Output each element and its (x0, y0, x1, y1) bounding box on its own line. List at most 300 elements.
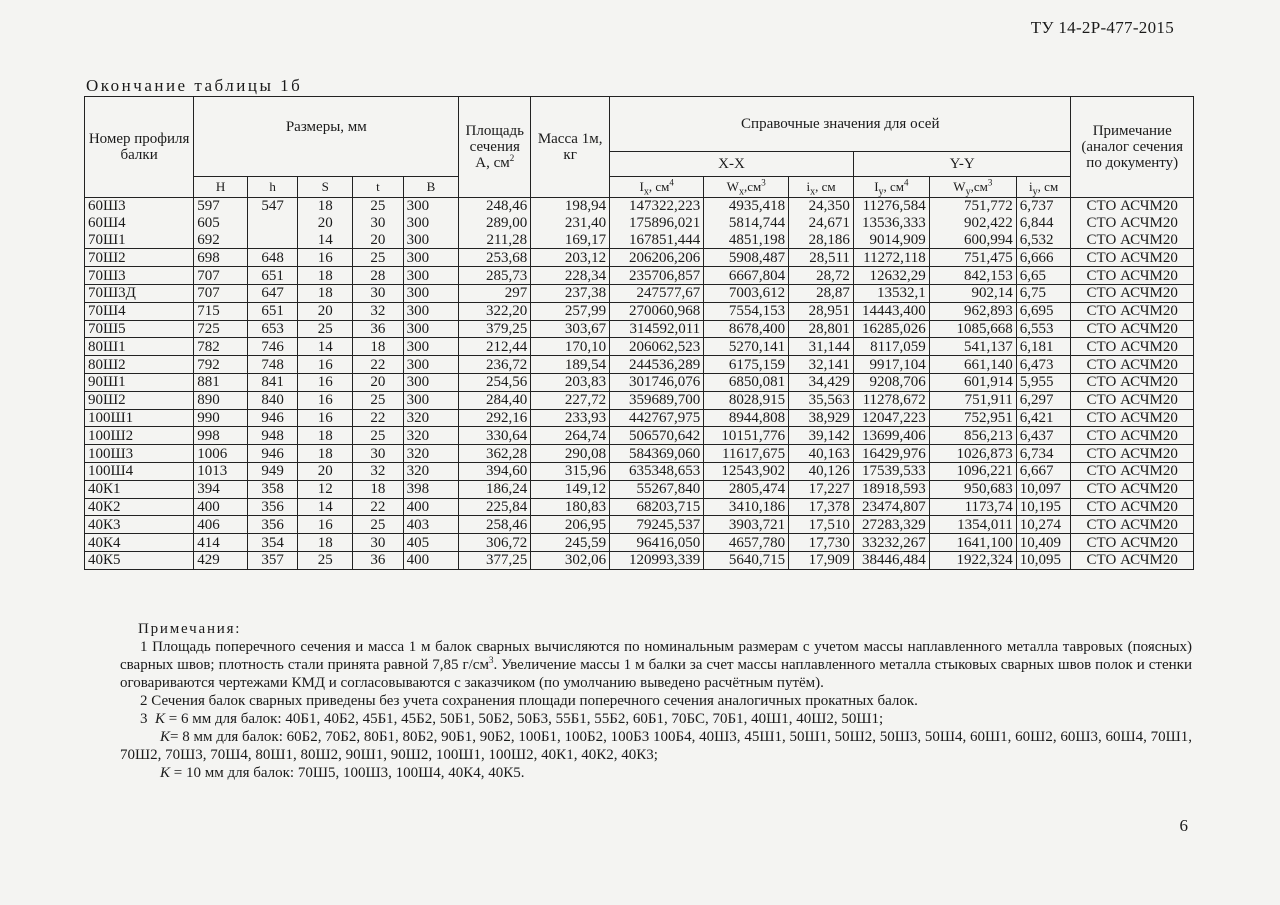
table-cell: 300 (403, 302, 459, 320)
table-cell: 6,695 (1016, 302, 1071, 320)
table-cell: СТО АСЧМ20 (1071, 267, 1194, 285)
table-cell: 237,38 (531, 284, 610, 302)
table-cell: 25 (353, 198, 404, 215)
table-cell: 314592,011 (610, 320, 704, 338)
table-cell: 22 (353, 498, 404, 516)
table-cell: 748 (247, 356, 298, 374)
table-cell: 394,60 (459, 462, 531, 480)
table-cell: 661,140 (929, 356, 1016, 374)
table-cell: 70Ш3 (85, 267, 194, 285)
table-cell: 8678,400 (704, 320, 789, 338)
table-cell: 247577,67 (610, 284, 704, 302)
table-cell: 6,181 (1016, 338, 1071, 356)
table-cell: 100Ш4 (85, 462, 194, 480)
table-cell: 284,40 (459, 391, 531, 409)
table-row (85, 284, 1194, 302)
table-cell: 100Ш3 (85, 445, 194, 463)
table-cell: 248,46 (459, 198, 531, 215)
table-cell: 11617,675 (704, 445, 789, 463)
table-cell: 147322,223 (610, 198, 704, 215)
table-cell: 4851,198 (704, 232, 789, 249)
table-cell: 6,734 (1016, 445, 1071, 463)
table-cell: 22 (353, 356, 404, 374)
table-cell: 24,671 (789, 215, 854, 232)
table-cell: 20 (353, 373, 404, 391)
table-cell: 30 (353, 445, 404, 463)
table-cell: 651 (247, 267, 298, 285)
note-3-k10: K = 10 мм для балок: 70Ш5, 100Ш3, 100Ш4, 40К4, 40К5. (160, 765, 525, 781)
table-cell: 14 (298, 338, 353, 356)
table-cell: 60Ш3 (85, 198, 194, 215)
table-cell: 3410,186 (704, 498, 789, 516)
table-cell: 28,511 (789, 249, 854, 267)
table-cell: 80Ш2 (85, 356, 194, 374)
table-caption: Окончание таблицы 1б (86, 76, 303, 95)
table-row (85, 427, 1194, 445)
table-cell: 12543,902 (704, 462, 789, 480)
table-cell: СТО АСЧМ20 (1071, 409, 1194, 427)
table-cell: 840 (247, 391, 298, 409)
table-cell: 400 (403, 551, 459, 569)
table-cell: 13536,333 (853, 215, 929, 232)
table-cell: 10,095 (1016, 551, 1071, 569)
table-cell: 306,72 (459, 534, 531, 552)
note-2: 2 Сечения балок сварных приведены без учета сохранения площади поперечного сечения аналогичных прокатных балок. (140, 693, 918, 709)
table-row (85, 232, 1194, 249)
table-cell: 17,227 (789, 480, 854, 498)
table-cell: 300 (403, 198, 459, 215)
table-cell: 100Ш2 (85, 427, 194, 445)
table-cell: СТО АСЧМ20 (1071, 498, 1194, 516)
table-cell: 320 (403, 427, 459, 445)
table-row (85, 215, 1194, 232)
col-h: h (247, 177, 298, 198)
table-cell: 653 (247, 320, 298, 338)
table-cell: 227,72 (531, 391, 610, 409)
col-iy: $i_y$, см (1016, 177, 1071, 198)
table-cell: 647 (247, 284, 298, 302)
table-row (85, 551, 1194, 569)
table-cell: СТО АСЧМ20 (1071, 480, 1194, 498)
table-cell: 30 (353, 215, 404, 232)
table-cell: 1006 (194, 445, 248, 463)
beam-spec-table (84, 96, 1194, 570)
table-cell: 300 (403, 215, 459, 232)
table-cell: 244536,289 (610, 356, 704, 374)
table-cell: 16 (298, 249, 353, 267)
table-cell: 6667,804 (704, 267, 789, 285)
table-cell: 707 (194, 284, 248, 302)
table-cell: 25 (353, 516, 404, 534)
table-cell: 16 (298, 409, 353, 427)
table-cell: 211,28 (459, 232, 531, 249)
col-ix: $i_x$, см (789, 177, 854, 198)
table-cell: 948 (247, 427, 298, 445)
table-cell: 2805,474 (704, 480, 789, 498)
table-cell: СТО АСЧМ20 (1071, 249, 1194, 267)
table-cell: СТО АСЧМ20 (1071, 302, 1194, 320)
table-cell: 28,72 (789, 267, 854, 285)
table-cell: 206062,523 (610, 338, 704, 356)
table-cell: 68203,715 (610, 498, 704, 516)
table-cell: 9208,706 (853, 373, 929, 391)
table-cell: 25 (298, 320, 353, 338)
table-cell: 403 (403, 516, 459, 534)
table-cell: 16 (298, 373, 353, 391)
table-cell: 40,126 (789, 462, 854, 480)
table-row (85, 267, 1194, 285)
table-cell: 6,532 (1016, 232, 1071, 249)
table-cell: 17,378 (789, 498, 854, 516)
table-cell: 584369,060 (610, 445, 704, 463)
table-cell: 946 (247, 445, 298, 463)
table-cell: 725 (194, 320, 248, 338)
table-cell: 792 (194, 356, 248, 374)
table-cell: 79245,537 (610, 516, 704, 534)
table-cell: 13532,1 (853, 284, 929, 302)
table-cell: 1096,221 (929, 462, 1016, 480)
table-cell: 12632,29 (853, 267, 929, 285)
table-cell: СТО АСЧМ20 (1071, 427, 1194, 445)
table-cell: 6,667 (1016, 462, 1071, 480)
table-cell: 40К4 (85, 534, 194, 552)
table-cell: 358 (247, 480, 298, 498)
table-cell: 70Ш1 (85, 232, 194, 249)
table-cell: 14443,400 (853, 302, 929, 320)
table-cell: 5640,715 (704, 551, 789, 569)
table-cell: 10,195 (1016, 498, 1071, 516)
table-cell: СТО АСЧМ20 (1071, 284, 1194, 302)
table-cell: 20 (298, 302, 353, 320)
table-row (85, 534, 1194, 552)
table-cell: 301746,076 (610, 373, 704, 391)
table-cell: 30 (353, 534, 404, 552)
col-Wx: $W_x,см^3$ (704, 177, 789, 198)
table-cell: 841 (247, 373, 298, 391)
table-cell: 881 (194, 373, 248, 391)
table-cell: 600,994 (929, 232, 1016, 249)
table-cell: 257,99 (531, 302, 610, 320)
table-cell: 24,350 (789, 198, 854, 215)
table-cell: СТО АСЧМ20 (1071, 516, 1194, 534)
table-cell: 6,297 (1016, 391, 1071, 409)
note-3-k6: 3 K = 6 мм для балок: 40Б1, 40Б2, 45Б1, 45Б2, 50Б1, 50Б2, 50Б3, 55Б1, 55Б2, 60Б1, 70БС, 70Б1, 40Ш1, 40Ш2, 50Ш1; (140, 711, 884, 727)
table-cell: 950,683 (929, 480, 1016, 498)
table-cell: 39,142 (789, 427, 854, 445)
table-cell: 23474,807 (853, 498, 929, 516)
table-cell: 35,563 (789, 391, 854, 409)
table-cell: 1173,74 (929, 498, 1016, 516)
table-cell: 8117,059 (853, 338, 929, 356)
table-cell: СТО АСЧМ20 (1071, 373, 1194, 391)
table-cell: СТО АСЧМ20 (1071, 391, 1194, 409)
table-cell: 18 (298, 534, 353, 552)
table-cell: 354 (247, 534, 298, 552)
table-cell: 842,153 (929, 267, 1016, 285)
table-cell: 990 (194, 409, 248, 427)
table-cell: 18 (298, 427, 353, 445)
table-cell: 33232,267 (853, 534, 929, 552)
table-cell: 38,929 (789, 409, 854, 427)
table-cell: 27283,329 (853, 516, 929, 534)
table-cell: 7003,612 (704, 284, 789, 302)
table-cell: 228,34 (531, 267, 610, 285)
table-cell: 5270,141 (704, 338, 789, 356)
table-cell: 400 (403, 498, 459, 516)
table-cell: 300 (403, 284, 459, 302)
table-cell: 949 (247, 462, 298, 480)
table-cell: 547 (247, 198, 298, 215)
table-cell: 17,510 (789, 516, 854, 534)
table-cell: 16 (298, 356, 353, 374)
table-cell: 320 (403, 462, 459, 480)
table-cell: 6,65 (1016, 267, 1071, 285)
table-cell: 212,44 (459, 338, 531, 356)
table-row (85, 462, 1194, 480)
table-body (85, 198, 1194, 570)
table-cell: 6,666 (1016, 249, 1071, 267)
table-cell: 315,96 (531, 462, 610, 480)
table-cell: 856,213 (929, 427, 1016, 445)
table-cell: 270060,968 (610, 302, 704, 320)
table-cell (247, 215, 298, 232)
table-cell: СТО АСЧМ20 (1071, 445, 1194, 463)
table-cell: 253,68 (459, 249, 531, 267)
table-cell: 18 (298, 445, 353, 463)
note-1: 1 Площадь поперечного сечения и масса 1 м балок сварных вычисляются по номинальным размерам с учетом массы наплавленного металла тавровых (поясных) сварных швов; плотность стали принята равной 7,85 $г/см^3$. Увеличение массы 1 м балки за счет массы наплавленного металла стыковых сварных швов полок и стенки оговариваются чертежами КМД и согласовываются с заказчиком (по умолчанию выведено расчётным путём). (120, 639, 1192, 691)
table-cell: 429 (194, 551, 248, 569)
table-cell: 25 (353, 427, 404, 445)
table-cell: 245,59 (531, 534, 610, 552)
col-Iy: $I_y$, $см^4$ (853, 177, 929, 198)
table-cell: 707 (194, 267, 248, 285)
table-cell: СТО АСЧМ20 (1071, 320, 1194, 338)
table-cell: 254,56 (459, 373, 531, 391)
table-cell: 782 (194, 338, 248, 356)
table-row (85, 320, 1194, 338)
table-cell: 10,409 (1016, 534, 1071, 552)
table-cell: 3903,721 (704, 516, 789, 534)
col-t: t (353, 177, 404, 198)
table-cell: 203,12 (531, 249, 610, 267)
table-cell: 320 (403, 409, 459, 427)
table-cell: СТО АСЧМ20 (1071, 215, 1194, 232)
table-cell: 356 (247, 516, 298, 534)
table-cell: 18 (298, 267, 353, 285)
table-cell: 28,801 (789, 320, 854, 338)
table-cell: 651 (247, 302, 298, 320)
table-cell: 506570,642 (610, 427, 704, 445)
table-cell: 1354,011 (929, 516, 1016, 534)
table-cell: 170,10 (531, 338, 610, 356)
table-cell: 203,83 (531, 373, 610, 391)
table-cell: 60Ш4 (85, 215, 194, 232)
table-cell: 186,24 (459, 480, 531, 498)
table-cell: 206,95 (531, 516, 610, 534)
table-cell: 601,914 (929, 373, 1016, 391)
table-row (85, 391, 1194, 409)
axis-y-header: Y-Y (853, 152, 1071, 177)
table-cell: 751,911 (929, 391, 1016, 409)
table-cell: 169,17 (531, 232, 610, 249)
area-unit-sup: 2 (509, 153, 515, 163)
table-cell: 285,73 (459, 267, 531, 285)
table-header (85, 97, 1194, 198)
col-area (459, 97, 531, 198)
table-cell: 6,75 (1016, 284, 1071, 302)
table-cell: 4935,418 (704, 198, 789, 215)
table-cell: 264,74 (531, 427, 610, 445)
table-cell: 394 (194, 480, 248, 498)
table-cell: 6850,081 (704, 373, 789, 391)
table-cell: 357 (247, 551, 298, 569)
table-cell: 9014,909 (853, 232, 929, 249)
col-reference: Справочные значения для осей (610, 97, 1071, 152)
table-cell: 405 (403, 534, 459, 552)
table-cell: 28,951 (789, 302, 854, 320)
table-cell: 40К5 (85, 551, 194, 569)
table-cell: 300 (403, 232, 459, 249)
table-cell: 902,14 (929, 284, 1016, 302)
table-row (85, 198, 1194, 215)
table-row (85, 249, 1194, 267)
area-label: Площадь сечения (465, 123, 525, 155)
table-cell: 4657,780 (704, 534, 789, 552)
table-cell: 31,144 (789, 338, 854, 356)
table-cell: 120993,339 (610, 551, 704, 569)
table-cell: 70Ш4 (85, 302, 194, 320)
table-cell: 752,951 (929, 409, 1016, 427)
table-cell: 16429,976 (853, 445, 929, 463)
table-cell: 6175,159 (704, 356, 789, 374)
table-cell: 11276,584 (853, 198, 929, 215)
table-cell: 751,772 (929, 198, 1016, 215)
table-cell: 10151,776 (704, 427, 789, 445)
table-cell: 30 (353, 284, 404, 302)
table-cell: 300 (403, 391, 459, 409)
table-cell: 36 (353, 551, 404, 569)
table-cell: 300 (403, 249, 459, 267)
table-cell: 300 (403, 373, 459, 391)
table-cell: 231,40 (531, 215, 610, 232)
table-cell: 1026,873 (929, 445, 1016, 463)
col-S: S (298, 177, 353, 198)
table-cell: 6,553 (1016, 320, 1071, 338)
table-cell: 292,16 (459, 409, 531, 427)
table-cell: 1641,100 (929, 534, 1016, 552)
table-cell: 300 (403, 338, 459, 356)
table-cell: 40К2 (85, 498, 194, 516)
table-cell: 698 (194, 249, 248, 267)
table-cell: 5814,744 (704, 215, 789, 232)
table-cell: 7554,153 (704, 302, 789, 320)
col-profile: Номер профиля балки (85, 97, 194, 198)
table-cell: 189,54 (531, 356, 610, 374)
table-cell: 32 (353, 302, 404, 320)
table-cell: 18918,593 (853, 480, 929, 498)
table-cell: 198,94 (531, 198, 610, 215)
table-row (85, 338, 1194, 356)
table-cell: 25 (298, 551, 353, 569)
table-cell: 14 (298, 232, 353, 249)
table-cell: 890 (194, 391, 248, 409)
table-cell: 289,00 (459, 215, 531, 232)
table-cell: 377,25 (459, 551, 531, 569)
table-cell: 17539,533 (853, 462, 929, 480)
table-row (85, 302, 1194, 320)
table-cell: 233,93 (531, 409, 610, 427)
table-cell: 18 (353, 480, 404, 498)
table-cell: 635348,653 (610, 462, 704, 480)
table-cell: 28,186 (789, 232, 854, 249)
table-cell: 300 (403, 267, 459, 285)
table-row (85, 516, 1194, 534)
table-cell: 40К1 (85, 480, 194, 498)
table-cell: 175896,021 (610, 215, 704, 232)
table-cell: 6,844 (1016, 215, 1071, 232)
table-cell: 149,12 (531, 480, 610, 498)
notes-section (120, 620, 1192, 782)
table-cell: 379,25 (459, 320, 531, 338)
table-cell: 90Ш1 (85, 373, 194, 391)
table-cell: 362,28 (459, 445, 531, 463)
table-cell: 11278,672 (853, 391, 929, 409)
table-cell: СТО АСЧМ20 (1071, 551, 1194, 569)
col-Ix: $I_x$, $см^4$ (610, 177, 704, 198)
table-cell: СТО АСЧМ20 (1071, 462, 1194, 480)
table-cell: 302,06 (531, 551, 610, 569)
table-cell: 300 (403, 356, 459, 374)
table-cell: 746 (247, 338, 298, 356)
table-cell: 300 (403, 320, 459, 338)
table-cell: 8028,915 (704, 391, 789, 409)
table-cell: СТО АСЧМ20 (1071, 232, 1194, 249)
table-cell: 330,64 (459, 427, 531, 445)
table-cell: 715 (194, 302, 248, 320)
col-Wy: $W_y,см^3$ (929, 177, 1016, 198)
table-cell: 32,141 (789, 356, 854, 374)
table-cell: 34,429 (789, 373, 854, 391)
table-cell: 36 (353, 320, 404, 338)
table-cell: 70Ш2 (85, 249, 194, 267)
table-cell: 1922,324 (929, 551, 1016, 569)
table-cell: 6,437 (1016, 427, 1071, 445)
table-cell: 290,08 (531, 445, 610, 463)
table-cell: 8944,808 (704, 409, 789, 427)
note-3-k8: K= 8 мм для балок: 60Б2, 70Б2, 80Б1, 80Б2, 90Б1, 90Б2, 100Б1, 100Б2, 100Б3 100Б4, 40Ш3, 45Ш1, 50Ш1, 50Ш2, 50Ш3, 50Ш4, 60Ш1, 60Ш2, 60Ш3, 60Ш4, 70Ш1, 70Ш2, 70Ш3, 70Ш4, 80Ш1, 80Ш2, 90Ш1, 90Ш2, 100Ш1, 100Ш2, 40К1, 40К2, 40К3; (120, 729, 1192, 763)
table-cell: 17,909 (789, 551, 854, 569)
table-cell: 6,737 (1016, 198, 1071, 215)
table-cell (247, 232, 298, 249)
table-cell: 303,67 (531, 320, 610, 338)
col-dimensions: Размеры, мм (194, 97, 459, 177)
table-cell: 322,20 (459, 302, 531, 320)
table-row (85, 356, 1194, 374)
table-cell: 6,421 (1016, 409, 1071, 427)
notes-title: Примечания: (138, 621, 242, 637)
page-number: 6 (1179, 816, 1188, 835)
table-cell: 167851,444 (610, 232, 704, 249)
table-cell: 18 (298, 198, 353, 215)
area-unit: А, см (475, 155, 510, 171)
table-cell: 22 (353, 409, 404, 427)
table-cell: 962,893 (929, 302, 1016, 320)
table-cell: 40,163 (789, 445, 854, 463)
table-cell: 100Ш1 (85, 409, 194, 427)
table-cell: 406 (194, 516, 248, 534)
table-cell: 11272,118 (853, 249, 929, 267)
table-cell: СТО АСЧМ20 (1071, 534, 1194, 552)
